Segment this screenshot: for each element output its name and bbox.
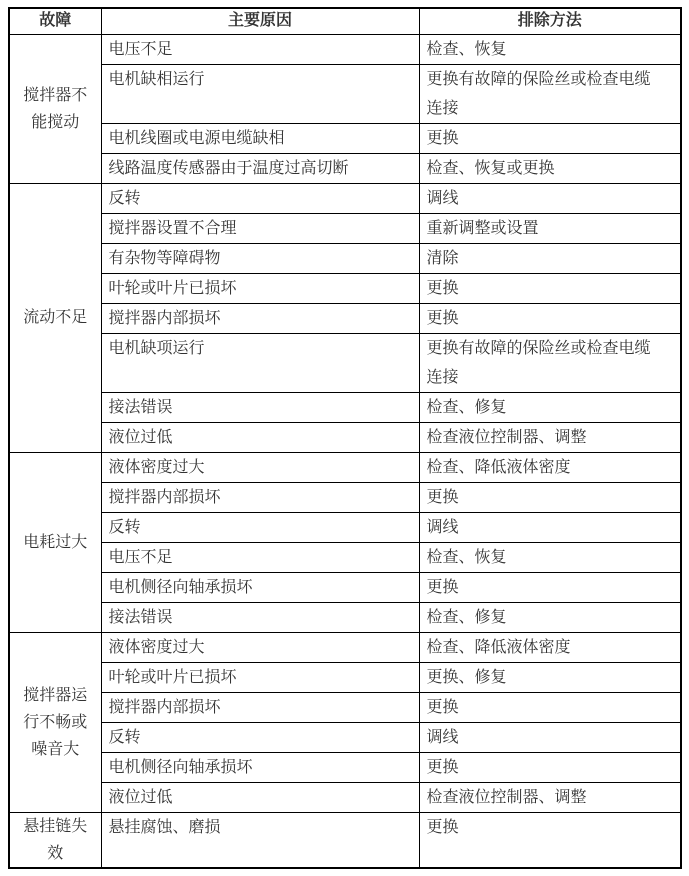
cause-cell: 电机线圈或电源电缆缺相 [101,123,419,153]
table-row [9,752,681,782]
table-row [9,452,681,482]
header-row [9,8,681,34]
remedy-cell: 更换 [419,123,681,153]
table-row [9,153,681,183]
remedy-cell: 更换 [419,692,681,722]
remedy-cell: 检查、恢复 [419,34,681,64]
table-row [9,692,681,722]
header-remedy: 排除方法 [419,8,681,34]
remedy-cell: 检查、降低液体密度 [419,632,681,662]
table-row [9,422,681,452]
fault-cell: 搅拌器不能搅动 [9,34,101,183]
cause-cell: 搅拌器内部损坏 [101,303,419,333]
troubleshooting-table [8,7,682,869]
remedy-cell: 检查、修复 [419,602,681,632]
fault-cell: 悬挂链失效 [9,812,101,868]
cause-cell: 电机侧径向轴承损坏 [101,572,419,602]
table-row [9,392,681,422]
cause-cell: 接法错误 [101,392,419,422]
cause-cell: 反转 [101,183,419,213]
cause-cell: 液位过低 [101,782,419,812]
remedy-cell: 检查液位控制器、调整 [419,422,681,452]
table-row [9,34,681,64]
table-row [9,333,681,392]
cause-cell: 有杂物等障碍物 [101,243,419,273]
cause-cell: 反转 [101,512,419,542]
remedy-cell: 更换 [419,752,681,782]
remedy-cell: 检查、降低液体密度 [419,452,681,482]
cause-cell: 搅拌器设置不合理 [101,213,419,243]
remedy-cell: 调线 [419,512,681,542]
remedy-cell: 检查液位控制器、调整 [419,782,681,812]
table-row [9,183,681,213]
table-row [9,572,681,602]
table-row [9,243,681,273]
remedy-cell: 更换、修复 [419,662,681,692]
remedy-cell: 调线 [419,722,681,752]
cause-cell: 电压不足 [101,34,419,64]
remedy-cell: 检查、恢复 [419,542,681,572]
table-row [9,123,681,153]
cause-cell: 叶轮或叶片已损坏 [101,662,419,692]
table-row [9,722,681,752]
cause-cell: 电机缺相运行 [101,64,419,123]
cause-cell: 液体密度过大 [101,452,419,482]
table-row [9,273,681,303]
table-row [9,782,681,812]
cause-cell: 搅拌器内部损坏 [101,482,419,512]
remedy-cell: 更换 [419,303,681,333]
table-row [9,64,681,123]
table-row [9,303,681,333]
cause-cell: 液位过低 [101,422,419,452]
fault-cell: 搅拌器运行不畅或噪音大 [9,632,101,812]
table-row [9,662,681,692]
table-row [9,213,681,243]
table-row [9,632,681,662]
remedy-cell: 调线 [419,183,681,213]
remedy-cell: 更换有故障的保险丝或检查电缆连接 [419,64,681,123]
remedy-cell: 更换 [419,812,681,868]
remedy-cell: 更换 [419,572,681,602]
remedy-cell: 清除 [419,243,681,273]
cause-cell: 液体密度过大 [101,632,419,662]
table-row [9,482,681,512]
cause-cell: 叶轮或叶片已损坏 [101,273,419,303]
remedy-cell: 检查、修复 [419,392,681,422]
cause-cell: 线路温度传感器由于温度过高切断 [101,153,419,183]
remedy-cell: 检查、恢复或更换 [419,153,681,183]
remedy-cell: 重新调整或设置 [419,213,681,243]
table-row [9,512,681,542]
cause-cell: 悬挂腐蚀、磨损 [101,812,419,868]
remedy-cell: 更换有故障的保险丝或检查电缆连接 [419,333,681,392]
header-cause: 主要原因 [101,8,419,34]
cause-cell: 电压不足 [101,542,419,572]
table-row [9,542,681,572]
cause-cell: 电机缺项运行 [101,333,419,392]
fault-cell: 电耗过大 [9,452,101,632]
table-row [9,812,681,868]
cause-cell: 搅拌器内部损坏 [101,692,419,722]
cause-cell: 电机侧径向轴承损坏 [101,752,419,782]
remedy-cell: 更换 [419,482,681,512]
table-row [9,602,681,632]
remedy-cell: 更换 [419,273,681,303]
header-fault: 故障 [9,8,101,34]
cause-cell: 反转 [101,722,419,752]
fault-cell: 流动不足 [9,183,101,452]
cause-cell: 接法错误 [101,602,419,632]
